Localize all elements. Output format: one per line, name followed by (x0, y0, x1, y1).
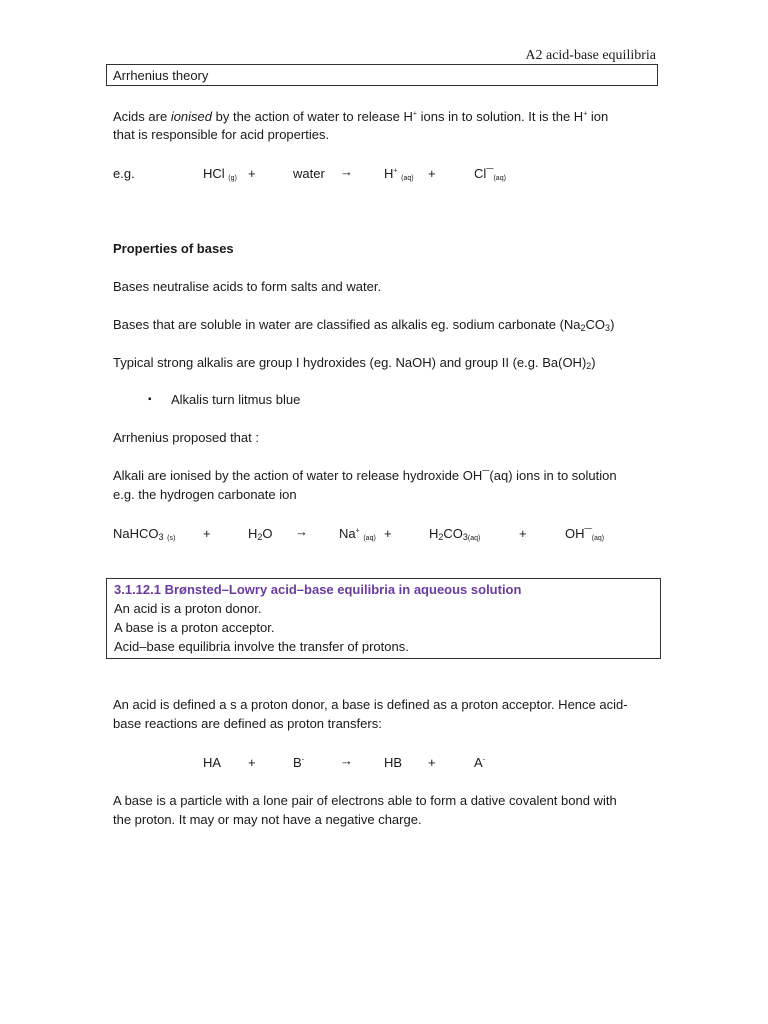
eq2-h2o: $H_2O$ (248, 526, 273, 542)
bronsted-title: 3.1.12.1 Brønsted–Lowry acid–base equilibria in aqueous solution (114, 582, 522, 597)
bronsted-line2: A base is a proton acceptor. (114, 620, 275, 635)
page-header: A2 acid-base equilibria (525, 48, 656, 63)
eq3-plus1: + (248, 755, 256, 770)
eq3-hb: HB (384, 755, 403, 770)
eq1-plus2: + (428, 166, 436, 181)
eq3-arrow: → (340, 753, 353, 768)
bullet-icon: ▪ (148, 394, 152, 405)
arrhenius-title-box (106, 64, 658, 86)
alkali-line2: e.g. the hydrogen carbonate ion (113, 487, 297, 502)
eq3-ha: HA (203, 755, 222, 770)
eq2-plus2: + (384, 526, 392, 541)
eq1-water: water (293, 166, 325, 181)
eq2-nahco3: NaHCO$_3$ $_{(s)}$ (113, 526, 176, 542)
eq1-eg: e.g. (113, 166, 135, 181)
eq1-plus1: + (248, 166, 256, 181)
eq1-cl-ion: $Cl¯_{(aq)}$ (474, 166, 506, 182)
eq3-plus2: + (428, 755, 436, 770)
base-paragraph-line2: the proton. It may or may not have a negative charge. (113, 812, 422, 827)
eq2-oh-ion: $OH¯_{(aq)}$ (565, 526, 605, 542)
arrhenius-proposed: Arrhenius proposed that : (113, 430, 259, 445)
alkali-line1: Alkali are ionised by the action of water to release hydroxide OH¯(aq) ions in to solution (113, 468, 617, 483)
base-paragraph-line1: A base is a particle with a lone pair of electrons able to form a dative covalent bond with (113, 793, 617, 808)
eq2-h2co3: $H_2CO_{3(aq)}$ (429, 526, 481, 542)
proton-paragraph-line1: An acid is defined a s a proton donor, a base is defined as a proton acceptor. Hence acid- (113, 697, 628, 712)
eq2-arrow: → (295, 524, 308, 539)
eq1-arrow: → (340, 164, 353, 179)
proton-paragraph-line2: base reactions are defined as proton transfers: (113, 716, 382, 731)
bases-line1: Bases neutralise acids to form salts and water. (113, 279, 382, 294)
bronsted-line1: An acid is a proton donor. (114, 601, 262, 616)
acid-definition-line1: Acids are ionised by the action of water to release H+ ions in to solution. It is the H+ ion (113, 109, 609, 124)
eq1-h-ion: H+ $_{(aq)}$ (384, 166, 414, 182)
bases-heading: Properties of bases (113, 241, 234, 256)
bases-line3: Typical strong alkalis are group I hydroxides (eg. NaOH) and group II (e.g. $Ba(OH)_2$) (113, 355, 596, 371)
bronsted-lowry-box (106, 578, 661, 659)
eq1-hcl: HCl $_{(g)}$ (203, 166, 237, 182)
eq2-na-ion: Na+ $_{(aq)}$ (339, 526, 376, 542)
bronsted-line3: Acid–base equilibria involve the transfer of protons. (114, 639, 409, 654)
eq3-a: A- (474, 755, 486, 770)
eq2-plus1: + (203, 526, 211, 541)
bullet-text: Alkalis turn litmus blue (171, 392, 301, 407)
eq2-plus3: + (519, 526, 527, 541)
acid-definition-line2: that is responsible for acid properties. (113, 127, 330, 142)
arrhenius-title: Arrhenius theory (113, 68, 209, 83)
eq3-b: B- (293, 755, 305, 770)
bases-line2: Bases that are soluble in water are classified as alkalis eg. sodium carbonate $(Na_2CO_3)$ (113, 317, 615, 333)
